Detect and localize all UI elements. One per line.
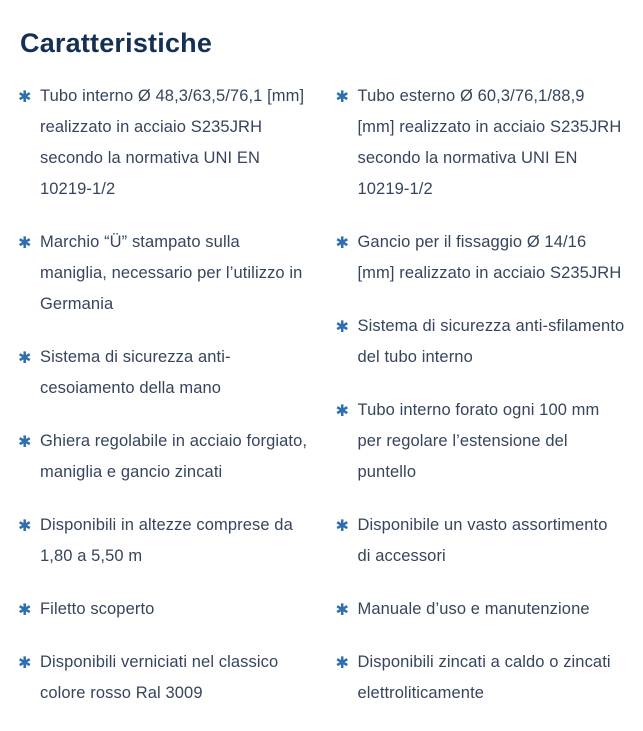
- list-item-label: Tubo interno forato ogni 100 mm per regolare l’estensione del puntello: [357, 401, 600, 481]
- list-item: [18, 426, 308, 488]
- list-item: [336, 395, 626, 488]
- list-item: [336, 311, 626, 373]
- asterisk-bullet-icon: ✱: [335, 516, 349, 535]
- list-item-label: Sistema di sicurezza anti-cesoiamento della mano: [40, 348, 231, 397]
- list-item-label: Sistema di sicurezza anti-sfilamento del tubo interno: [357, 317, 625, 366]
- asterisk-bullet-icon: ✱: [335, 233, 349, 252]
- asterisk-bullet-icon: ✱: [18, 432, 32, 451]
- list-item-label: Filetto scoperto: [40, 600, 155, 618]
- asterisk-bullet-icon: ✱: [335, 87, 349, 106]
- list-item: [18, 342, 308, 404]
- asterisk-bullet-icon: ✱: [18, 233, 32, 252]
- list-item-label: Ghiera regolabile in acciaio forgiato, maniglia e gancio zincati: [40, 432, 308, 481]
- list-item: [336, 594, 626, 625]
- page-title: Caratteristiche: [20, 28, 213, 58]
- features-column-left: [18, 81, 322, 731]
- list-item: [336, 510, 626, 572]
- list-item: [18, 81, 308, 205]
- asterisk-bullet-icon: ✱: [335, 317, 349, 336]
- list-item: [18, 594, 308, 625]
- list-item-label: Disponibile un vasto assortimento di accessori: [357, 516, 608, 565]
- list-item-label: Disponibili in altezze comprese da 1,80 a 5,50 m: [40, 516, 293, 565]
- list-item-label: Disponibili verniciati nel classico colore rosso Ral 3009: [40, 653, 279, 702]
- asterisk-bullet-icon: ✱: [18, 348, 32, 367]
- list-item: [18, 227, 308, 320]
- asterisk-bullet-icon: ✱: [18, 516, 32, 535]
- asterisk-bullet-icon: ✱: [335, 653, 349, 672]
- list-item-label: Disponibili zincati a caldo o zincati elettroliticamente: [357, 653, 611, 702]
- list-item: [18, 647, 308, 709]
- asterisk-bullet-icon: ✱: [18, 653, 32, 672]
- list-item-label: Tubo esterno Ø 60,3/76,1/88,9 [mm] realizzato in acciaio S235JRH secondo la normativa UNI EN 10219-1/2: [357, 87, 622, 198]
- asterisk-bullet-icon: ✱: [18, 600, 32, 619]
- asterisk-bullet-icon: ✱: [18, 87, 32, 106]
- list-item: [336, 81, 626, 205]
- list-item-label: Manuale d’uso e manutenzione: [357, 600, 590, 618]
- asterisk-bullet-icon: ✱: [335, 401, 349, 420]
- list-item-label: Gancio per il fissaggio Ø 14/16 [mm] realizzato in acciaio S235JRH: [357, 233, 622, 282]
- list-item: [336, 647, 626, 709]
- list-item: [18, 510, 308, 572]
- features-column-right: [322, 81, 626, 731]
- asterisk-bullet-icon: ✱: [335, 600, 349, 619]
- list-item: [336, 227, 626, 289]
- list-item-label: Tubo interno Ø 48,3/63,5/76,1 [mm] realizzato in acciaio S235JRH secondo la normativa UNI EN 10219-1/2: [40, 87, 305, 198]
- features-grid: [18, 81, 625, 731]
- list-item-label: Marchio “Ü” stampato sulla maniglia, necessario per l’utilizzo in Germania: [40, 233, 303, 313]
